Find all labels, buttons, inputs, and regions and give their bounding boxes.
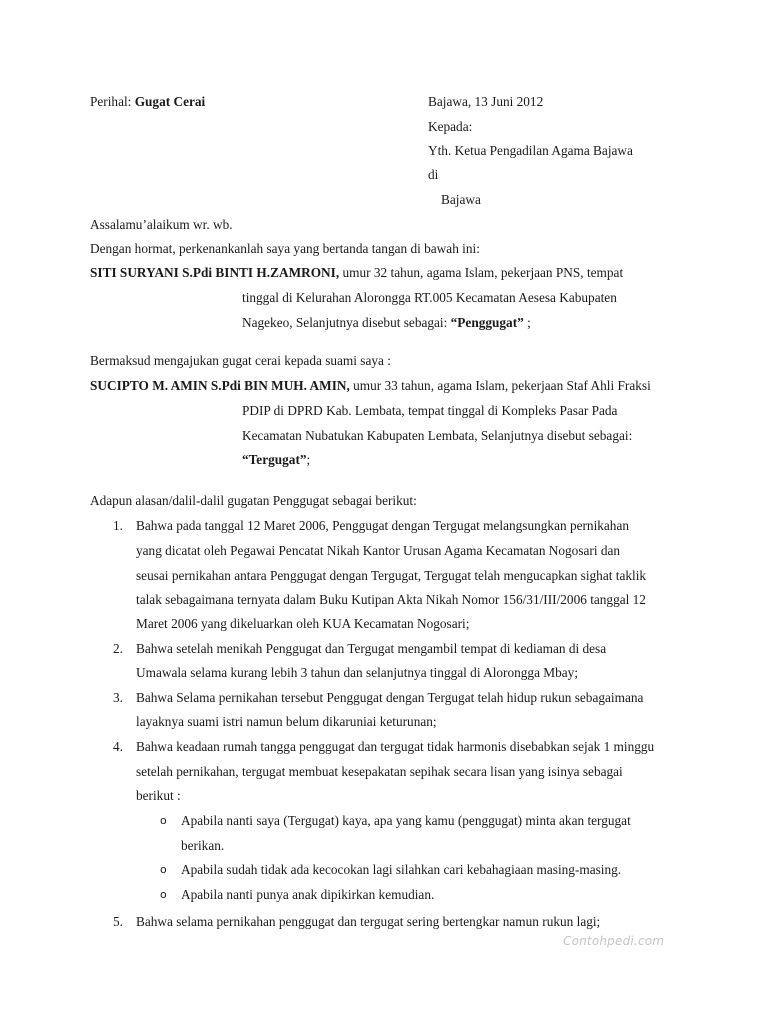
plaintiff-details-1: umur 32 tahun, agama Islam, pekerjaan PNS, tempat [339, 265, 624, 280]
defendant-line-1 [90, 377, 651, 395]
plaintiff-details-3: Nagekeo, Selanjutnya disebut sebagai: [242, 315, 451, 330]
reason-1-line: Bahwa pada tanggal 12 Maret 2006, Penggugat dengan Tergugat melangsungkan pernikahan [136, 518, 630, 533]
sub-item-line: Apabila nanti saya (Tergugat) kaya, apa yang kamu (penggugat) minta akan tergugat [181, 813, 631, 828]
defendant-details-1: umur 33 tahun, agama Islam, pekerjaan Staf Ahli Fraksi [349, 378, 651, 393]
recipient: Yth. Ketua Pengadilan Agama Bajawa [428, 143, 633, 158]
letter-date: Bajawa, 13 Juni 2012 [428, 94, 544, 109]
defendant-name: SUCIPTO M. AMIN S.Pdi BIN MUH. AMIN, [90, 378, 350, 393]
reasons-intro: Adapun alasan/dalil-dalil gugatan Penggugat sebagai berikut: [90, 493, 417, 508]
bullet-marker: o [160, 863, 167, 876]
bullet-marker: o [160, 888, 167, 901]
defendant-details-2: PDIP di DPRD Kab. Lembata, tempat tinggal di Kompleks Pasar Pada [242, 403, 618, 418]
plaintiff-line-1 [90, 264, 623, 282]
recipient-at: di [428, 167, 439, 182]
reason-1-line: yang dicatat oleh Pegawai Pencatat Nikah Kantor Urusan Agama Kecamatan Nogosari dan [136, 543, 621, 558]
reason-number: 1. [113, 518, 123, 533]
reason-number: 3. [113, 690, 123, 705]
reason-3-line: layaknya suami istri namun belum dikaruniai keturunan; [136, 714, 437, 729]
plaintiff-role-end: ; [523, 315, 531, 330]
plaintiff-line-3 [242, 314, 531, 332]
recipient-place: Bajawa [441, 192, 481, 207]
defendant-line-4 [242, 451, 310, 469]
reason-1-line: talak sebagaimana ternyata dalam Buku Kutipan Akta Nikah Nomor 156/31/III/2006 tanggal 12 [136, 592, 646, 607]
sub-item-line: Apabila sudah tidak ada kecocokan lagi silahkan cari kebahagiaan masing-masing. [181, 862, 622, 877]
intro: Dengan hormat, perkenankanlah saya yang bertanda tangan di bawah ini: [90, 241, 480, 256]
watermark: Contohpedi.com [563, 934, 665, 948]
reason-2-line: Bahwa setelah menikah Penggugat dan Tergugat mengambil tempat di kediaman di desa [136, 641, 607, 656]
defendant-role-end: ; [306, 452, 311, 467]
reason-1-line: Maret 2006 yang dikeluarkan oleh KUA Kecamatan Nogosari; [136, 616, 470, 631]
sub-item-line: Apabila nanti punya anak dipikirkan kemudian. [181, 887, 435, 902]
reason-1-line: seusai pernikahan antara Penggugat dengan Tergugat, Tergugat telah mengucapkan sighat taklik [136, 568, 647, 583]
reason-number: 2. [113, 641, 123, 656]
subject-label: Perihal: [90, 94, 132, 109]
sub-item-line: berikan. [181, 838, 225, 853]
reason-5-line: Bahwa selama pernikahan penggugat dan tergugat sering bertengkar namun rukun lagi; [136, 914, 601, 929]
intent: Bermaksud mengajukan gugat cerai kepada suami saya : [90, 353, 391, 368]
to-label: Kepada: [428, 119, 473, 134]
greeting: Assalamu’alaikum wr. wb. [90, 217, 233, 232]
plaintiff-details-2: tinggal di Kelurahan Alorongga RT.005 Kecamatan Aesesa Kabupaten [242, 290, 617, 305]
reason-2-line: Umawala selama kurang lebih 3 tahun dan selanjutnya tinggal di Alorongga Mbay; [136, 665, 579, 680]
reason-number: 4. [113, 739, 123, 754]
reason-3-line: Bahwa Selama pernikahan tersebut Penggugat dengan Tergugat telah hidup rukun sebagaimana [136, 690, 644, 705]
subject-line [90, 93, 205, 111]
bullet-marker: o [160, 814, 167, 827]
reason-4-line: berikut : [136, 788, 181, 803]
defendant-details-3: Kecamatan Nubatukan Kabupaten Lembata, Selanjutnya disebut sebagai: [242, 428, 633, 443]
subject-value: Gugat Cerai [134, 94, 206, 109]
plaintiff-name: SITI SURYANI S.Pdi BINTI H.ZAMRONI, [90, 265, 340, 280]
plaintiff-role: “Penggugat” [450, 315, 524, 330]
reason-4-line: setelah pernikahan, tergugat membuat kesepakatan sepihak secara lisan yang isinya sebagai [136, 764, 623, 779]
reason-4-line: Bahwa keadaan rumah tangga penggugat dan tergugat tidak harmonis disebabkan sejak 1 minggu [136, 739, 655, 754]
defendant-role: “Tergugat” [242, 452, 307, 467]
reason-number: 5. [113, 914, 123, 929]
